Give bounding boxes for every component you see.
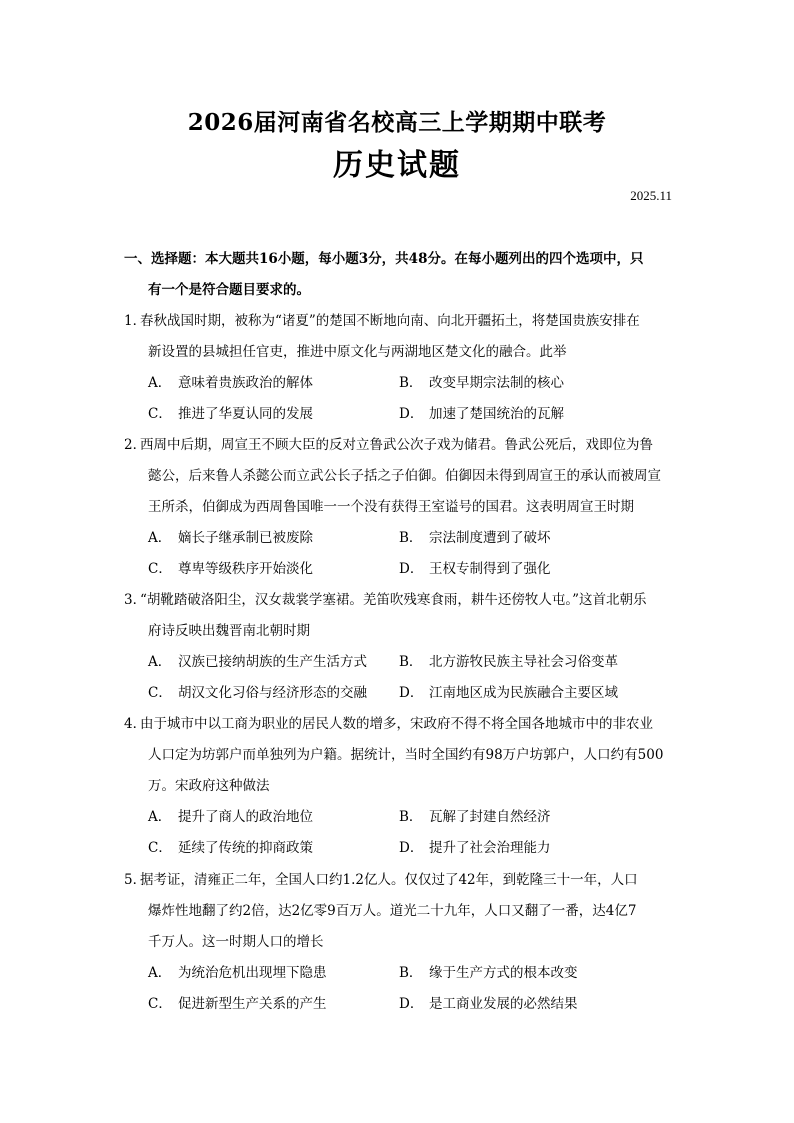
- question-2: [124, 430, 680, 585]
- option-a[interactable]: A． 嫡长子继承制已被废除: [148, 530, 313, 546]
- option-b[interactable]: B． 北方游牧民族主导社会习俗变革: [399, 654, 618, 670]
- section-instructions: [124, 244, 676, 306]
- question-number: 4．: [124, 716, 147, 732]
- question-stem-line: 王所杀，伯御成为西周鲁国唯一一个没有获得王室谥号的国君。这表明周宣王时期: [148, 499, 634, 515]
- exam-title: 2026届河南省名校高三上学期期中联考: [187, 109, 607, 136]
- question-number: 3．: [124, 592, 147, 608]
- exam-subtitle: 历史试题: [333, 148, 461, 183]
- question-number: 2．: [124, 437, 147, 453]
- question-5: [124, 865, 680, 1020]
- question-4: [124, 709, 680, 864]
- question-stem-line: 西周中后期，周宣王不顾大臣的反对立鲁武公次子戏为储君。鲁武公死后，戏即位为鲁: [140, 437, 653, 453]
- question-stem-line: 爆炸性地翻了约2倍，达2亿零9百万人。道光二十九年，人口又翻了一番，达4亿7: [148, 903, 637, 919]
- question-stem-line: 懿公，后来鲁人杀懿公而立武公长子括之子伯御。伯御因未得到周宣王的承认而被周宣: [148, 468, 661, 484]
- section-line-2: 有一个是符合题目要求的。: [148, 282, 310, 298]
- question-stem-line: 千万人。这一时期人口的增长: [148, 934, 324, 950]
- question-number: 1．: [124, 313, 147, 329]
- option-d[interactable]: D． 提升了社会治理能力: [399, 840, 551, 856]
- option-c[interactable]: C． 胡汉文化习俗与经济形态的交融: [148, 685, 367, 701]
- section-line-1: 一、选择题：本大题共16小题，每小题3分，共48分。在每小题列出的四个选项中，只: [124, 251, 644, 267]
- option-d[interactable]: D． 江南地区成为民族融合主要区域: [399, 685, 618, 701]
- option-c[interactable]: C． 推进了华夏认同的发展: [148, 406, 313, 422]
- question-number: 5．: [124, 872, 147, 888]
- question-stem-line: 春秋战国时期，被称为“诸夏”的楚国不断地向南、向北开疆拓土，将楚国贵族安排在: [140, 313, 640, 329]
- option-d[interactable]: D． 加速了楚国统治的瓦解: [399, 406, 564, 422]
- question-stem-line: “胡靴踏破洛阳尘，汉女裁裳学塞裙。羌笛吹残寒食雨，耕牛还傍牧人屯。”这首北朝乐: [140, 592, 647, 608]
- option-a[interactable]: A． 提升了商人的政治地位: [148, 809, 313, 825]
- question-stem-line: 由于城市中以工商为职业的居民人数的增多，宋政府不得不将全国各地城市中的非农业: [140, 716, 653, 732]
- option-a[interactable]: A． 为统治危机出现埋下隐患: [148, 965, 327, 981]
- question-stem-line: 人口定为坊郭户而单独列为户籍。据统计，当时全国约有98万户坊郭户，人口约有500: [148, 747, 664, 763]
- option-c[interactable]: C． 尊卑等级秩序开始淡化: [148, 561, 313, 577]
- option-d[interactable]: D． 是工商业发展的必然结果: [399, 996, 578, 1012]
- question-3: [124, 585, 680, 709]
- option-a[interactable]: A． 意味着贵族政治的解体: [148, 375, 313, 391]
- question-stem-line: 据考证，清雍正二年，全国人口约1.2亿人。仅仅过了42年，到乾隆三十一年，人口: [140, 872, 638, 888]
- option-b[interactable]: B． 瓦解了封建自然经济: [399, 809, 551, 825]
- question-1: [124, 306, 680, 430]
- option-c[interactable]: C． 促进新型生产关系的产生: [148, 996, 327, 1012]
- option-b[interactable]: B． 宗法制度遭到了破坏: [399, 530, 551, 546]
- option-d[interactable]: D． 王权专制得到了强化: [399, 561, 551, 577]
- exam-date: 2025.11: [630, 188, 672, 203]
- option-a[interactable]: A． 汉族已接纳胡族的生产生活方式: [148, 654, 367, 670]
- option-b[interactable]: B． 改变早期宗法制的核心: [399, 375, 564, 391]
- question-stem-line: 府诗反映出魏晋南北朝时期: [148, 623, 310, 639]
- question-stem-line: 万。宋政府这种做法: [148, 778, 270, 794]
- option-b[interactable]: B． 缘于生产方式的根本改变: [399, 965, 578, 981]
- option-c[interactable]: C． 延续了传统的抑商政策: [148, 840, 313, 856]
- question-stem-line: 新设置的县城担任官吏，推进中原文化与两湖地区楚文化的融合。此举: [148, 344, 567, 360]
